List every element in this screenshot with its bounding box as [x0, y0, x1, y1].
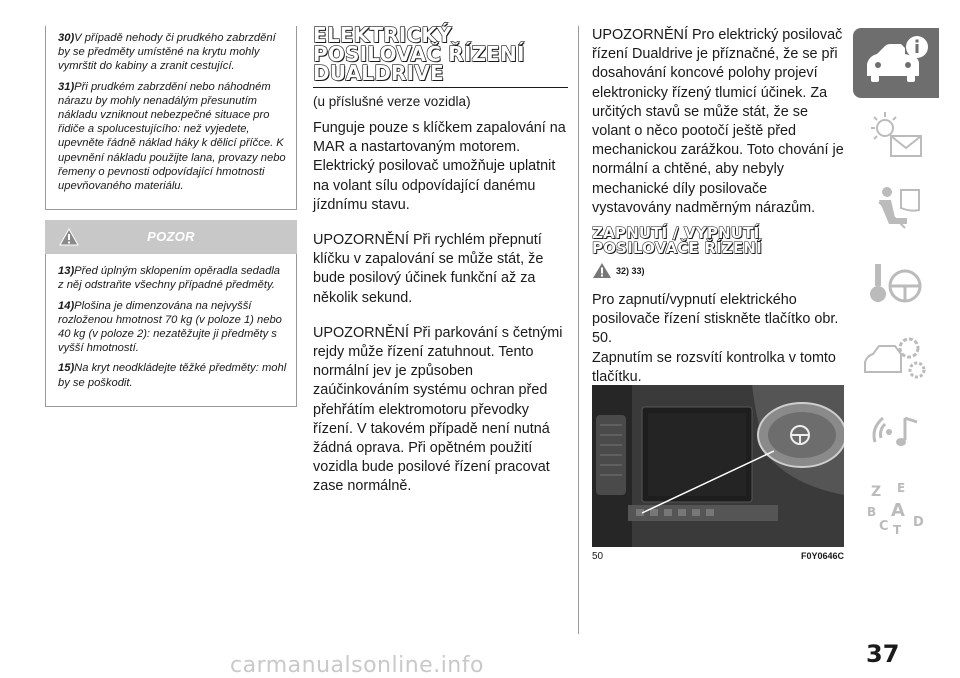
figure-code: F0Y0646C [800, 551, 844, 561]
car-gears-icon [861, 330, 931, 388]
middle-column [313, 23, 568, 513]
figure-number: 50 [592, 551, 604, 562]
lights-mail-icon [861, 108, 931, 166]
tab-alphabet-index[interactable] [853, 472, 939, 542]
notes-box [45, 26, 297, 210]
multimedia-icon [861, 404, 931, 462]
tab-car-info[interactable] [853, 28, 939, 98]
pozor-13: 13)Před úplným sklopením opěradla sedadla z něj odstraňte všechny případné předměty. [58, 265, 281, 292]
index-letter: C [879, 519, 889, 534]
tab-car-gears[interactable] [853, 324, 939, 394]
pozor-title: POZOR [147, 229, 195, 245]
note-30: 30)V případě nehody či prudkého zabrzdění by se předměty umístěné na krytu mohly vymrštit do kabiny a zranit cestující. [58, 32, 276, 73]
index-letter: T [893, 523, 902, 536]
tab-multimedia[interactable] [853, 398, 939, 468]
warning-references: 32) 33) [592, 262, 844, 279]
index-letter: E [897, 481, 906, 495]
column-divider [578, 26, 579, 634]
pozor-header [45, 220, 297, 254]
pozor-15: 15)Na kryt neodkládejte těžké předměty: mohl by se poškodit. [58, 362, 287, 389]
section-subtitle: (u příslušné verze vozidla) [313, 94, 471, 109]
paragraph: UPOZORNĚNÍ Pro elektrický posilovač řízení Dualdrive je příznačné, že se při dosahování koncové polohy projeví elektronicky řízený tlumicí účinek. Za určitých stavů se může stát, že se volant o něco pootočí ještě před mechanickou zarážkou. Toto chování je normální a chtěné, aby nebyly mechanické díly posilovače vystavovány nadměrným nárazům. [592, 27, 844, 216]
pozor-14: 14)Plošina je dimenzována na nejvyšší rozloženou hmotnost 70 kg (v poloze 1) nebo 40 kg (v poloze 2): nezatěžujte ji předměty s vyšší hmotností. [58, 299, 282, 355]
paragraph: Zapnutím se rozsvítí kontrolka v tomto tlačítku. [592, 349, 836, 385]
dashboard-figure [592, 385, 844, 547]
left-column [45, 26, 297, 407]
index-letter: A [891, 500, 905, 521]
paragraph: Pro zapnutí/vypnutí elektrického posilovače řízení stiskněte tlačítko obr. 50. [592, 292, 839, 347]
tab-key-steering[interactable] [853, 250, 939, 320]
tab-airbag-seat[interactable] [853, 176, 939, 246]
tab-lights-mail[interactable] [853, 102, 939, 172]
section-tabs [853, 28, 939, 546]
subsection-heading: ZAPNUTÍ / VYPNUTÍ POSILOVAČE ŘÍZENÍ [592, 224, 762, 258]
alphabet-index-icon [861, 478, 931, 536]
index-letter: B [867, 505, 877, 519]
dashboard-illustration [592, 385, 844, 547]
car-info-icon [861, 34, 931, 92]
warning-icon [592, 262, 612, 279]
page-number: 37 [866, 640, 900, 668]
pozor-box [45, 254, 297, 407]
paragraph: UPOZORNĚNÍ Při rychlém přepnutí klíčku v zapalování se může stát, že bude posilový účinek funkční až za několik sekund. [313, 232, 544, 306]
paragraph: Funguje pouze s klíčkem zapalování na MAR a nastartovaným motorem. Elektrický posilovač umožňuje uplatnit na volant sílu odpovídající danému jízdnímu stavu. [313, 120, 566, 213]
paragraph: UPOZORNĚNÍ Při parkování s četnými rejdy může řízení zatuhnout. Tento normální jev je způsoben zaúčinkováním systému ochran před přehřátím elektromotoru převodky řízení. V takovém případě není nutná žádná oprava. Při opětném použití vozidla bude posilové řízení pracovat zase normálně. [313, 324, 563, 495]
watermark: carmanualsonline.info [230, 653, 484, 678]
airbag-seat-icon [861, 182, 931, 240]
right-column [592, 26, 844, 387]
figure-caption [592, 551, 844, 562]
section-heading: ELEKTRICKÝ POSILOVAČ ŘÍZENÍ DUALDRIVE [313, 26, 568, 88]
key-steering-wheel-icon [861, 256, 931, 314]
index-letter: Z [871, 484, 882, 500]
note-31: 31)Při prudkém zabrzdění nebo náhodném nárazu by mohly nenadálým přesunutím nákladu vzniknout nebezpečné situace pro řidiče a spolucestujícího: než vyjedete, upevněte řádně náklad háky k dělicí příčce. K upevnění nákladu použijte lana, provazy nebo řemeny o pevnosti odpovídající hmotnosti upevňovaného materiálu. [58, 80, 286, 193]
index-letter: D [913, 515, 924, 530]
